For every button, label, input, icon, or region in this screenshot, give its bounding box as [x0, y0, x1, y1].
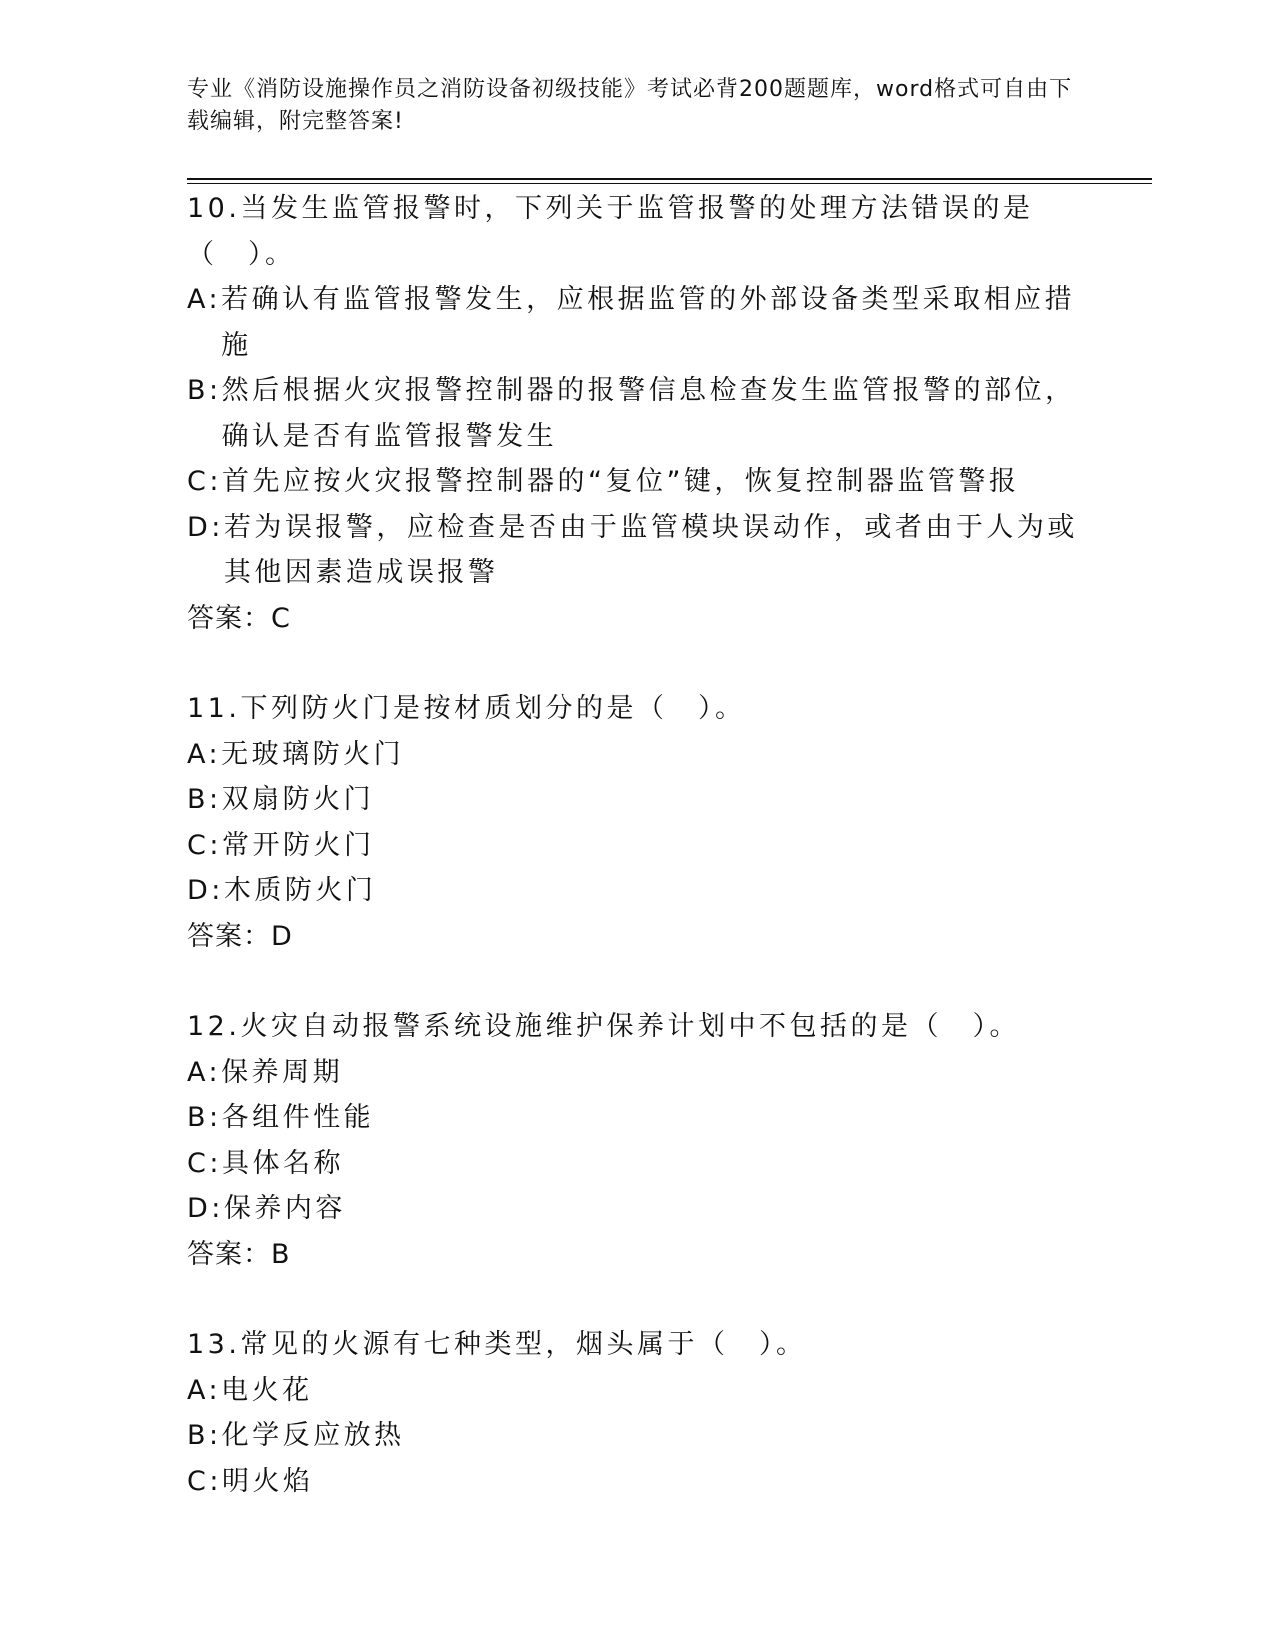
- option-d: [187, 868, 1087, 914]
- option-text: 电火花: [221, 1374, 313, 1406]
- question-stem: 11.下列防火门是按材质划分的是（ ）。: [187, 693, 746, 724]
- option-text: 无玻璃防火门: [221, 738, 405, 770]
- option-text: 然后根据火灾报警控制器的报警信息检查发生监管报警的部位，确认是否有监管报警发生: [221, 375, 1076, 452]
- option-text: 首先应按火灾报警控制器的“复位”键，恢复控制器监管警报: [221, 466, 1020, 497]
- option-text: 保养周期: [221, 1056, 344, 1088]
- option-text: 明火焰: [221, 1465, 314, 1497]
- question-11: [187, 686, 1087, 959]
- option-text: 具体名称: [221, 1147, 344, 1179]
- question-list: [187, 186, 1087, 1549]
- option-text: 若确认有监管报警发生，应根据监管的外部设备类型采取相应措施: [221, 284, 1076, 361]
- option-letter: C:: [187, 466, 222, 497]
- option-letter: D:: [187, 875, 224, 906]
- option-text: 若为误报警，应检查是否由于监管模块误动作，或者由于人为或其他因素造成误报警: [223, 511, 1078, 588]
- header-divider-thick: [187, 178, 1152, 180]
- option-letter: D:: [187, 511, 224, 543]
- option-letter: C:: [187, 1465, 222, 1497]
- option-letter: B:: [187, 1102, 222, 1133]
- answer: 答案：C: [187, 602, 291, 634]
- option-text: 常开防火门: [221, 829, 375, 861]
- option-text: 双扇防火门: [221, 784, 375, 815]
- option-b: [187, 368, 1087, 459]
- option-c: [187, 823, 1087, 869]
- option-letter: C:: [187, 1147, 222, 1179]
- option-letter: B:: [187, 1420, 222, 1451]
- option-d: [187, 1186, 1087, 1232]
- question-13: [187, 1322, 1087, 1504]
- option-text: 木质防火门: [223, 875, 377, 906]
- option-d: [187, 505, 1087, 596]
- option-letter: A:: [187, 1374, 222, 1406]
- question-stem: 10.当发生监管报警时，下列关于监管报警的处理方法错误的是（ ）。: [187, 193, 1034, 270]
- option-a: [187, 732, 1087, 778]
- option-letter: B:: [187, 784, 222, 815]
- option-c: [187, 1141, 1087, 1187]
- option-c: [187, 1459, 1087, 1505]
- option-c: [187, 459, 1087, 505]
- option-a: [187, 1050, 1087, 1096]
- option-b: [187, 1413, 1087, 1459]
- header-divider-thin: [187, 183, 1152, 184]
- header-text: 专业《消防设施操作员之消防设备初级技能》考试必背200题题库，word格式可自由下载编辑，附完整答案!: [187, 77, 1073, 134]
- option-text: 化学反应放热: [221, 1420, 405, 1451]
- option-letter: A:: [187, 284, 222, 315]
- option-text: 保养内容: [223, 1193, 346, 1224]
- document-header: [187, 74, 1087, 138]
- answer: 答案：D: [187, 920, 293, 952]
- question-stem: 13.常见的火源有七种类型，烟头属于（ ）。: [187, 1329, 807, 1360]
- option-letter: A:: [187, 738, 222, 770]
- option-b: [187, 777, 1087, 823]
- option-letter: A:: [187, 1056, 222, 1088]
- question-10: [187, 186, 1087, 641]
- question-stem: 12.火灾自动报警系统设施维护保养计划中不包括的是（ ）。: [187, 1011, 1020, 1042]
- option-a: [187, 1368, 1087, 1414]
- option-letter: D:: [187, 1193, 224, 1224]
- answer: 答案：B: [187, 1238, 291, 1270]
- option-letter: B:: [187, 375, 222, 406]
- option-b: [187, 1095, 1087, 1141]
- option-text: 各组件性能: [221, 1102, 375, 1133]
- option-a: [187, 277, 1087, 368]
- option-letter: C:: [187, 829, 222, 861]
- question-12: [187, 1004, 1087, 1277]
